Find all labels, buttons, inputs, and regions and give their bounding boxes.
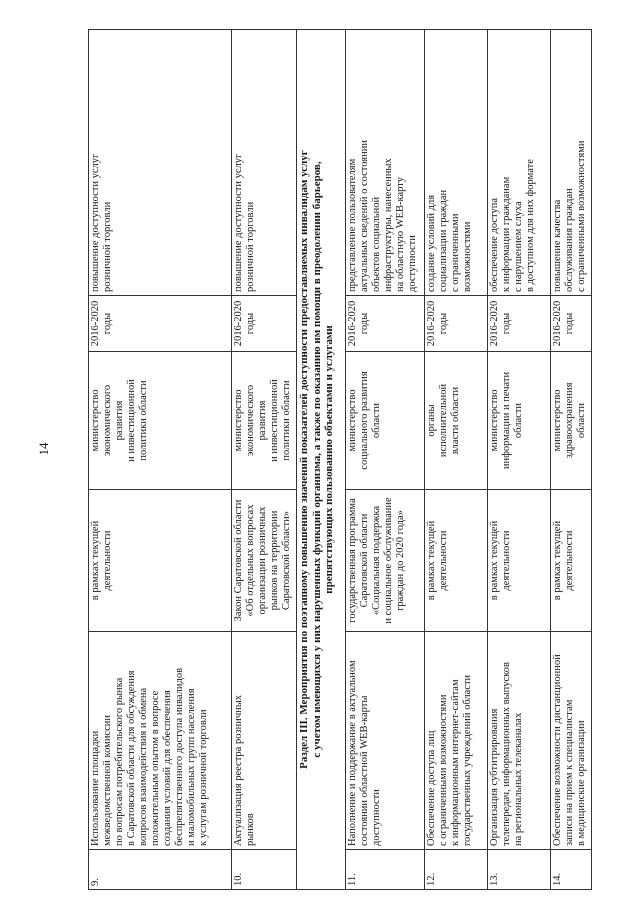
executor-line: министерство xyxy=(347,389,358,452)
term-cell xyxy=(232,296,297,352)
basis-line: Саратовской области xyxy=(359,513,370,608)
term-line: годы xyxy=(245,312,256,335)
row-number-cell: 13. xyxy=(488,850,551,890)
executor-line: области xyxy=(513,402,524,439)
result-line: розничной торговли xyxy=(245,201,256,292)
result-line: социализации граждан xyxy=(438,189,449,292)
measure-line: телепередач, информационных выпусков xyxy=(501,662,512,846)
basis-cell xyxy=(551,490,592,632)
row-number-cell: 10. xyxy=(232,850,297,890)
table-row xyxy=(551,30,592,890)
term-cell xyxy=(425,296,488,352)
executor-line: исполнительной xyxy=(438,383,449,458)
result-line: с ограниченными возможностями xyxy=(576,140,587,292)
executor-line: органы xyxy=(426,404,437,437)
term-cell xyxy=(488,296,551,352)
result-line: доступности xyxy=(407,235,418,292)
row-number-cell: 12. xyxy=(425,850,488,890)
table-row xyxy=(488,30,551,890)
executor-cell xyxy=(425,352,488,490)
row-number-cell: 9. xyxy=(89,850,232,890)
result-line: объектов социальной xyxy=(371,196,382,292)
result-line: повышение доступности услуг xyxy=(90,153,101,292)
basis-line: в рамках текущей xyxy=(90,520,101,601)
measure-line: Обеспечение доступа лиц xyxy=(426,730,437,846)
result-line: с нарушением слуха xyxy=(513,201,524,292)
result-line: создание условий для xyxy=(426,194,437,292)
term-line: годы xyxy=(501,312,512,335)
basis-line: в рамках текущей xyxy=(489,520,500,601)
measure-line: и маломобильных групп населения xyxy=(186,688,197,846)
term-line: 2016-2020 xyxy=(552,300,563,347)
measure-line: доступности xyxy=(371,789,382,846)
result-cell xyxy=(551,30,592,296)
page-number: 14 xyxy=(36,442,51,456)
measure-line: Организация субтитрирования xyxy=(489,708,500,846)
table-row xyxy=(89,30,232,890)
measure-line: Обеспечение возможности дистанционной xyxy=(552,654,563,846)
measure-cell xyxy=(488,632,551,850)
term-cell xyxy=(89,296,232,352)
section-title-line: с учетом имеющихся у них нарушенных функций организма, а также по оказанию им помощи в преодолении барьеров, xyxy=(310,161,323,758)
executor-line: министерство xyxy=(552,389,563,452)
result-line: инфраструктуры, нанесенных xyxy=(383,158,394,292)
executor-line: развития xyxy=(114,400,125,441)
basis-line: деятельности xyxy=(102,530,113,591)
executor-cell xyxy=(89,352,232,490)
basis-line: Саратовской области» xyxy=(281,511,292,610)
basis-cell xyxy=(89,490,232,632)
result-cell xyxy=(232,30,297,296)
measure-line: записи на прием к специалистам xyxy=(564,699,575,846)
term-cell xyxy=(551,296,592,352)
executor-cell xyxy=(232,352,297,490)
executor-line: министерство xyxy=(233,389,244,452)
measure-line: создания условий для обеспечения xyxy=(162,690,173,846)
term-line: годы xyxy=(359,312,370,335)
term-line: 2016-2020 xyxy=(233,300,244,347)
measure-line: вопросов взаимодействия и обмена xyxy=(138,687,149,846)
section-title xyxy=(297,30,346,890)
result-line: актуальных сведений о состоянии xyxy=(359,140,370,292)
executor-line: власти области xyxy=(450,386,461,455)
row-number-cell: 11. xyxy=(346,850,425,890)
result-line: повышение доступности услуг xyxy=(233,153,244,292)
measure-line: в Саратовской области для обсуждения xyxy=(126,670,137,846)
executor-line: области xyxy=(576,402,587,439)
measure-line: рынков xyxy=(245,813,256,846)
result-line: розничной торговли xyxy=(102,201,113,292)
executor-line: социального развития xyxy=(359,371,370,470)
executor-cell xyxy=(488,352,551,490)
executor-line: министерство xyxy=(489,389,500,452)
measure-cell xyxy=(346,632,425,850)
measure-line: Использование площадки xyxy=(90,730,101,846)
result-cell xyxy=(89,30,232,296)
result-line: представление пользователям xyxy=(347,158,358,292)
measure-line: положительным опытом в вопросе xyxy=(150,690,161,846)
basis-line: государственная программа xyxy=(347,498,358,623)
table-row xyxy=(425,30,488,890)
measure-line: к услугам розничной торговли xyxy=(198,709,209,846)
executor-line: политики области xyxy=(281,380,292,461)
term-line: 2016-2020 xyxy=(90,300,101,347)
section-title-line: Раздел III. Мероприятия по поэтапному повышению значений показателей доступности предоставляемых инвалидам услуг xyxy=(298,150,310,769)
measure-line: Актуализация реестра розничных xyxy=(233,694,244,846)
basis-line: Закон Саратовской области xyxy=(233,499,244,622)
executor-line: информации и печати xyxy=(501,371,512,470)
executor-line: области xyxy=(371,402,382,439)
result-cell xyxy=(346,30,425,296)
executor-line: экономического xyxy=(245,384,256,457)
measure-line: в медицинские организации xyxy=(576,720,587,846)
basis-line: в рамках текущей xyxy=(426,520,437,601)
basis-line: деятельности xyxy=(501,530,512,591)
basis-cell xyxy=(346,490,425,632)
executor-line: экономического xyxy=(102,384,113,457)
result-line: повышение качества xyxy=(552,199,563,292)
executor-line: здравоохранения xyxy=(564,382,575,459)
basis-line: «Об отдельных вопросах xyxy=(245,504,256,617)
measure-line: государственных учреждений области xyxy=(462,674,473,846)
measure-cell xyxy=(425,632,488,850)
result-cell xyxy=(425,30,488,296)
term-line: годы xyxy=(438,312,449,335)
result-line: обеспечение доступа xyxy=(489,197,500,292)
row-number-cell: 14. xyxy=(551,850,592,890)
executor-line: и инвестиционной xyxy=(269,379,280,462)
measures-table xyxy=(88,29,592,890)
measure-line: беспрепятственного доступа инвалидов xyxy=(174,667,185,846)
section-title-line: препятствующих пользованию объектами и услугами xyxy=(323,325,335,594)
measure-cell xyxy=(551,632,592,850)
basis-line: и социальное обслуживание xyxy=(383,497,394,624)
basis-line: организации розничных xyxy=(257,506,268,615)
result-line: на областную WEB-карту xyxy=(395,177,406,292)
basis-cell xyxy=(232,490,297,632)
executor-line: и инвестиционной xyxy=(126,379,137,462)
table-row xyxy=(346,30,425,890)
term-cell xyxy=(346,296,425,352)
table-row xyxy=(232,30,297,890)
result-line: с ограниченными xyxy=(450,213,461,292)
measure-line: с ограниченными возможностями xyxy=(438,694,449,846)
measure-line: межведомственной комиссии xyxy=(102,715,113,846)
basis-cell xyxy=(425,490,488,632)
measure-cell xyxy=(89,632,232,850)
basis-line: «Социальная поддержка xyxy=(371,505,382,616)
basis-cell xyxy=(488,490,551,632)
executor-cell xyxy=(551,352,592,490)
result-line: к информации гражданам xyxy=(501,176,512,292)
term-line: 2016-2020 xyxy=(489,300,500,347)
basis-line: деятельности xyxy=(438,530,449,591)
section-header-row xyxy=(297,30,346,890)
result-line: возможностями xyxy=(462,221,473,292)
executor-line: политики области xyxy=(138,380,149,461)
result-line: в доступном для них формате xyxy=(525,159,536,292)
executor-line: министерство xyxy=(90,389,101,452)
basis-line: граждан до 2020 года» xyxy=(395,510,406,611)
measure-cell xyxy=(232,632,297,850)
term-line: годы xyxy=(564,312,575,335)
result-line: обслуживания граждан xyxy=(564,188,575,292)
measure-line: на региональных телеканалах xyxy=(513,712,524,846)
basis-line: рынков на территории xyxy=(269,510,280,611)
measure-line: состоянии областной WEB-карты xyxy=(359,695,370,846)
executor-cell xyxy=(346,352,425,490)
basis-line: деятельности xyxy=(564,530,575,591)
term-line: 2016-2020 xyxy=(426,300,437,347)
measure-line: к информационным интернет-сайтам xyxy=(450,679,461,846)
term-line: 2016-2020 xyxy=(347,300,358,347)
measure-line: Наполнение и поддержание в актуальном xyxy=(347,660,358,846)
term-line: годы xyxy=(102,312,113,335)
basis-line: в рамках текущей xyxy=(552,520,563,601)
result-cell xyxy=(488,30,551,296)
executor-line: развития xyxy=(257,400,268,441)
measure-line: по вопросам потребительского рынка xyxy=(114,677,125,846)
rotated-table-container xyxy=(88,30,590,890)
